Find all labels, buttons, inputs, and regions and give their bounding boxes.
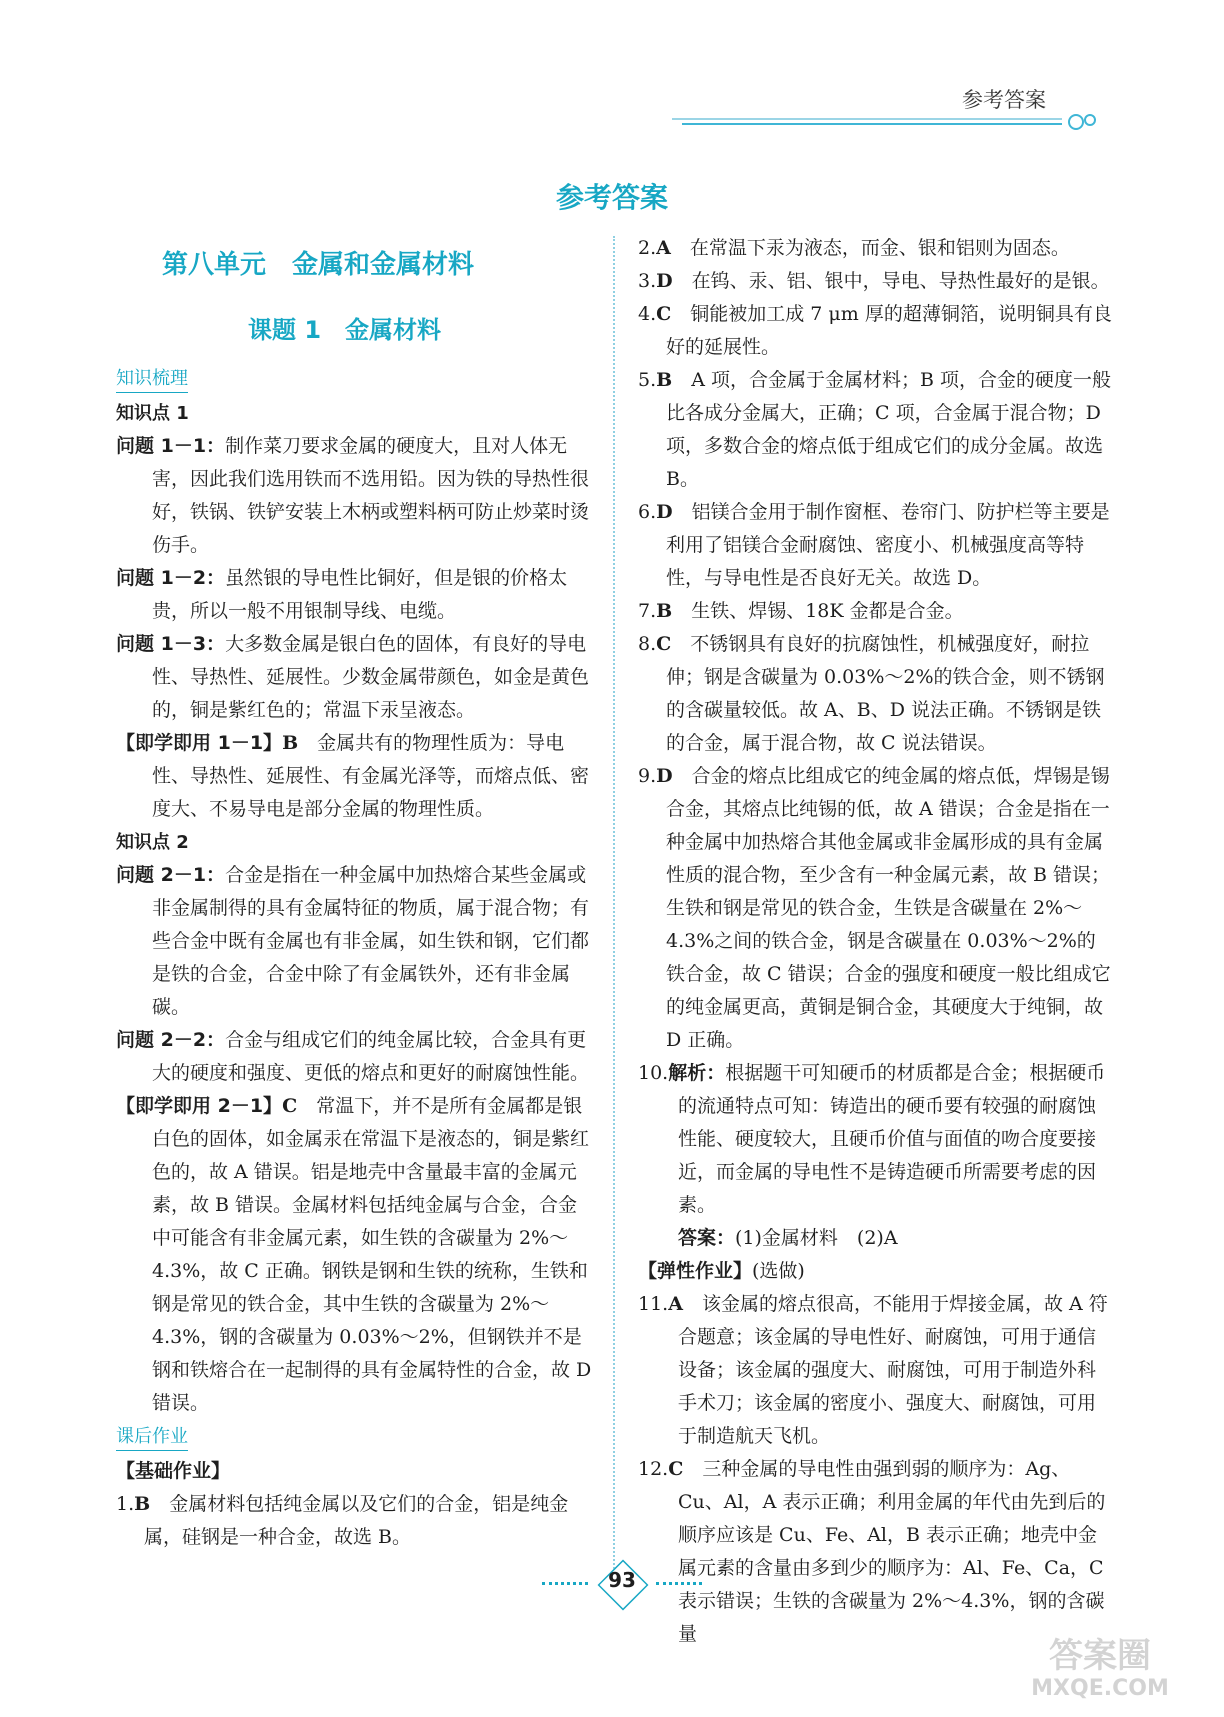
answer-item-3: 3.D 在钨、汞、铝、银中，导电、导热性最好的是银。 xyxy=(638,270,1110,292)
dotted-line-right xyxy=(656,1582,702,1585)
watermark-bottom-text: MXQE.COM xyxy=(1031,1676,1169,1701)
circle-decor-icon xyxy=(1068,114,1084,130)
knowledge-point-heading: 知识点 2 xyxy=(116,832,189,853)
question-2-1: 问题 2－1：合金是指在一种金属中加热熔合某些金属或非金属制得的具有金属特征的物质，属于混合物；有些合金中既有金属也有非金属，如生铁和钢，它们都是铁的合金，合金中除了有金属铁外，还有非金属碳。 xyxy=(116,864,590,1018)
practice-1-1: 【即学即用 1－1】B 金属共有的物理性质为：导电性、导热性、延展性、有金属光泽等，而熔点低、密度大、不易导电是部分金属的物理性质。 xyxy=(116,732,590,820)
answer-item-2: 2.A 在常温下汞为液态，而金、银和铝则为固态。 xyxy=(638,237,1070,259)
answer-item-10: 10.解析：根据题干可知硬币的材质都是合金；根据硬币的流通特点可知：铸造出的硬币要有较强的耐腐蚀性能、硬度较大，且硬币价值与面值的吻合度要接近，而金属的导电性不是铸造硬币所需要考虑的因素。 xyxy=(638,1062,1106,1216)
answer-item-10-answer: 答案：(1)金属材料 (2)A xyxy=(678,1227,898,1249)
page-number-badge xyxy=(542,1560,702,1608)
answer-item-4: 4.C 铜能被加工成 7 μm 厚的超薄铜箔，说明铜具有良好的延展性。 xyxy=(638,303,1112,358)
header-label: 参考答案 xyxy=(962,88,1046,112)
section-heading-homework: 课后作业 xyxy=(116,1424,188,1451)
question-1-3: 问题 1－3：大多数金属是银白色的固体，有良好的导电性、导热性、延展性。少数金属带颜色，如金是黄色的，铜是紫红色的；常温下汞呈液态。 xyxy=(116,633,590,721)
elastic-homework-heading: 【弹性作业】(选做) xyxy=(638,1260,805,1282)
answer-item-1: 1.B 金属材料包括纯金属以及它们的合金，铝是纯金属，硅钢是一种合金，故选 B。 xyxy=(116,1493,569,1548)
basic-homework-heading: 【基础作业】 xyxy=(116,1460,231,1482)
question-1-2: 问题 1－2：虽然银的导电性比铜好，但是银的价格太贵，所以一般不用银制导线、电缆。 xyxy=(116,567,568,622)
answer-item-7: 7.B 生铁、焊锡、18K 金都是合金。 xyxy=(638,600,964,622)
question-1-1: 问题 1－1：制作菜刀要求金属的硬度大，且对人体无害，因此我们选用铁而不选用铅。因为铁的导热性很好，铁锅、铁铲安装上木柄或塑料柄可防止炒菜时烫伤手。 xyxy=(116,435,590,556)
column-divider xyxy=(613,236,615,1596)
question-2-2: 问题 2－2：合金与组成它们的纯金属比较，合金具有更大的硬度和强度、更低的熔点和更好的耐腐蚀性能。 xyxy=(116,1029,590,1084)
practice-2-1: 【即学即用 2－1】C 常温下，并不是所有金属都是银白色的固体，如金属汞在常温下是液态的，铜是紫红色的，故 A 错误。铝是地壳中含量最丰富的金属元素，故 B 错误。金属材料包括纯金属与合金，合金中可能含有非金属元素，如生铁的含碳量为 2%～4.3%，故 C 正确。钢铁是钢和生铁的统称，生铁和钢是常见的铁合金，其中生铁的含碳量为 2%～4.3%，钢的含碳量为 0.03%～2%，但钢铁并不是钢和铁熔合在一起制得的具有金属特性的合金，故 D 错误。 xyxy=(116,1095,592,1414)
answer-item-8: 8.C 不锈钢具有良好的抗腐蚀性，机械强度好，耐拉伸；钢是含碳量为 0.03%～2%的铁合金，则不锈钢的含碳量较低。故 A、B、D 说法正确。不锈钢是铁的合金，属于混合物，故 C 说法错误。 xyxy=(638,633,1105,754)
answer-item-11: 11.A 该金属的熔点很高，不能用于焊接金属，故 A 符合题意；该金属的导电性好、耐腐蚀，可用于通信设备；该金属的强度大、耐腐蚀，可用于制造外科手术刀；该金属的密度小、强度大、耐腐蚀，可用于制造航天飞机。 xyxy=(638,1293,1108,1447)
right-column xyxy=(638,232,1114,1651)
circle-decor-icon xyxy=(1084,114,1096,126)
page-number: 93 xyxy=(608,1568,636,1592)
page-title: 参考答案 xyxy=(555,181,668,214)
answer-item-5: 5.B A 项，合金属于金属材料；B 项，合金的硬度一般比各成分金属大，正确；C 项，合金属于混合物；D 项，多数合金的熔点低于组成它们的成分金属。故选 B。 xyxy=(638,369,1111,490)
watermark-logo xyxy=(1010,1631,1190,1701)
lesson-title: 课题 1 金属材料 xyxy=(248,316,442,344)
answer-item-12: 12.C 三种金属的导电性由强到弱的顺序为：Ag、Cu、Al，A 表示正确；利用金属的年代由先到后的顺序应该是 Cu、Fe、Al，B 表示正确；地壳中金属元素的含量由多到少的顺序为：Al、Fe、Ca，C 表示错误；生铁的含碳量为 2%～4.3%，钢的含碳量 xyxy=(638,1458,1106,1645)
dotted-line-left xyxy=(542,1582,588,1585)
section-heading-knowledge: 知识梳理 xyxy=(116,366,188,393)
left-column xyxy=(116,362,596,1554)
unit-title: 第八单元 金属和金属材料 xyxy=(162,250,475,280)
answer-item-9: 9.D 合金的熔点比组成它的纯金属的熔点低，焊锡是锡合金，其熔点比纯锡的低，故 A 错误；合金是指在一种金属中加热熔合其他金属或非金属形成的具有金属性质的混合物，至少含有一种金属元素，故 B 错误；生铁和钢是常见的铁合金，生铁是含碳量在 2%～4.3%之间的铁合金，钢是含碳量在 0.03%～2%的铁合金，故 C 错误；合金的强度和硬度一般比组成它的纯金属更高，黄铜是铜合金，其硬度大于纯铜，故 D 正确。 xyxy=(638,765,1111,1051)
knowledge-point-heading: 知识点 1 xyxy=(116,403,189,424)
watermark-top-text: 答案圈 xyxy=(1049,1636,1151,1676)
answer-item-6: 6.D 铝镁合金用于制作窗框、卷帘门、防护栏等主要是利用了铝镁合金耐腐蚀、密度小、机械强度高等特性，与导电性是否良好无关。故选 D。 xyxy=(638,501,1110,589)
header-decor-line xyxy=(672,118,1096,128)
